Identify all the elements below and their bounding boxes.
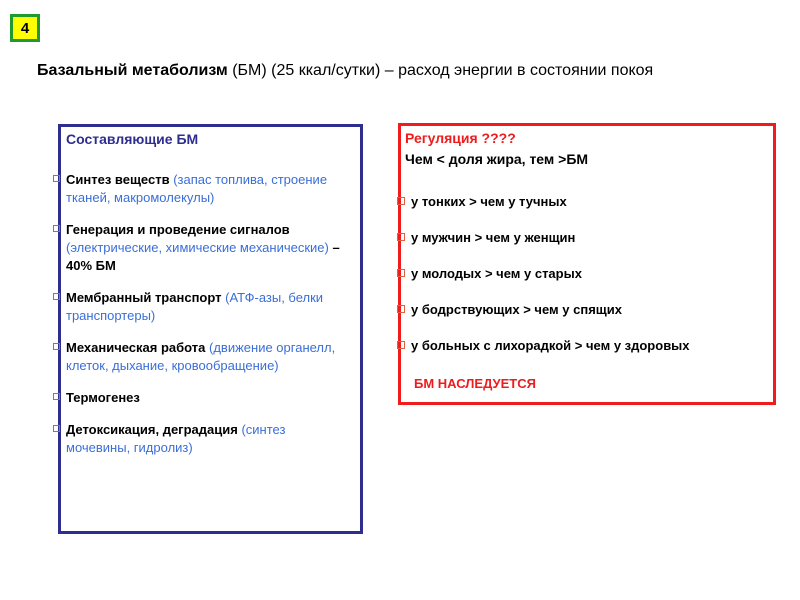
item-tail: – 40% БМ [66,240,340,273]
square-bullet-icon [397,341,405,349]
square-bullet-icon [53,175,60,182]
square-bullet-icon [397,197,405,205]
item-detail: (АТФ-азы, белки транспортеры) [66,290,324,323]
item-detail: (синтез мочевины, гидролиз) [66,422,286,455]
slide-number-badge [10,14,40,42]
list-item [397,337,767,355]
square-bullet-icon [397,233,405,241]
list-item [53,289,353,325]
title-rest: (БМ) (25 ккал/сутки) – расход энергии в состоянии покоя [227,62,654,79]
slide-number: 4 [20,19,30,37]
list-item [53,421,353,457]
regulation-heading: Регуляция ???? [405,130,516,146]
list-item [397,301,767,319]
list-item [53,171,353,207]
title-bold: Базальный метаболизм [37,62,228,79]
square-bullet-icon [397,269,405,277]
regulation-list [397,193,767,373]
square-bullet-icon [53,293,60,300]
item-bold: Детоксикация, деградация [66,422,238,437]
list-item [53,339,353,375]
components-heading: Составляющие БМ [66,131,199,147]
item-bold: Мембранный транспорт [66,290,222,305]
components-list [53,171,353,471]
square-bullet-icon [53,425,60,432]
list-item [53,221,353,275]
item-bold: Генерация и проведение сигналов [66,222,290,237]
item-bold: Термогенез [66,390,140,405]
item-detail: (движение органелл, клеток, дыхание, кровообращение) [66,340,336,373]
heredity-note: БМ НАСЛЕДУЕТСЯ [414,376,536,391]
item-detail: (запас топлива, строение тканей, макромолекулы) [66,172,328,205]
item-text: у молодых > чем у старых [411,266,582,281]
item-bold: Синтез веществ [66,172,170,187]
list-item [397,265,767,283]
square-bullet-icon [397,305,405,313]
item-text: у бодрствующих > чем у спящих [411,302,622,317]
list-item [397,229,767,247]
square-bullet-icon [53,343,60,350]
square-bullet-icon [53,225,60,232]
item-text: у мужчин > чем у женщин [411,230,576,245]
item-detail: (электрические, химические механические) [66,240,329,255]
regulation-subheading: Чем < доля жира, тем >БМ [405,151,589,167]
item-text: у больных с лихорадкой > чем у здоровых [411,338,690,353]
item-bold: Механическая работа [66,340,206,355]
list-item [397,193,767,211]
square-bullet-icon [53,393,60,400]
item-text: у тонких > чем у тучных [411,194,567,209]
list-item [53,389,353,407]
slide-title [37,62,653,80]
